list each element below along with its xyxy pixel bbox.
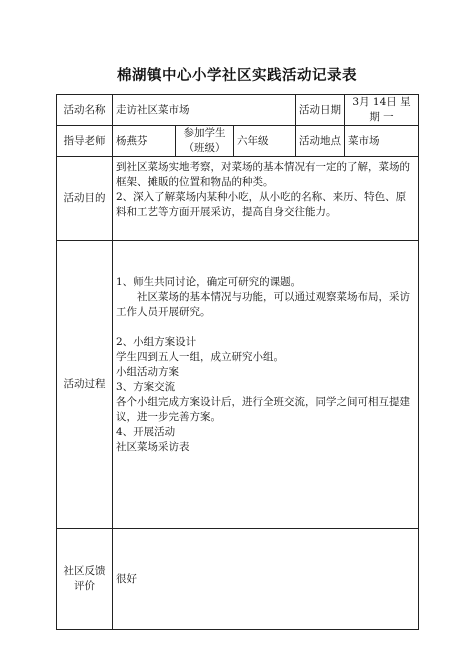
activity-date-label: 活动日期 — [296, 95, 345, 126]
process-step-1-detail: 社区菜场的基本情况与功能，可以通过观察菜场布局，采访工作人员开展研究。 — [116, 291, 410, 318]
students-label-line2: （班级） — [183, 142, 226, 154]
process-step-4-detail: 社区菜场采访表 — [116, 441, 190, 453]
process-content — [113, 241, 419, 529]
process-step-4: 4、开展活动 — [116, 426, 176, 438]
place-label: 活动地点 — [296, 126, 345, 157]
process-step-2: 2、小组方案设计 — [116, 336, 197, 348]
process-label: 活动过程 — [57, 241, 113, 529]
activity-date-value: 3月 14日 星期 一 — [345, 95, 419, 126]
feedback-label-line2: 评价 — [74, 580, 95, 592]
row-feedback — [57, 529, 419, 630]
record-table — [56, 94, 419, 630]
teacher-label: 指导老师 — [57, 126, 113, 157]
row-goals — [57, 157, 419, 241]
place-value: 菜市场 — [345, 126, 419, 157]
students-value: 六年级 — [234, 126, 296, 157]
goal-line: 2、深入了解菜场内某种小吃，从小吃的名称、来历、特色、原料和工艺等方面开展采访，提高自身交往能力。 — [116, 191, 407, 218]
students-label-line1: 参加学生 — [183, 127, 226, 139]
process-step-1: 1、师生共同讨论，确定可研究的课题。 — [116, 276, 302, 288]
students-label — [176, 126, 234, 157]
process-step-3: 3、方案交流 — [116, 381, 176, 393]
activity-name-label: 活动名称 — [57, 95, 113, 126]
goal-line: 到社区菜场实地考察，对菜场的基本情况有一定的了解，菜场的框架、摊販的位置和物品的种类。 — [116, 161, 410, 188]
row-process — [57, 241, 419, 529]
process-step-3-detail: 各个小组完成方案设计后，进行全班交流，同学之间可相互提建议，进一步完善方案。 — [116, 396, 410, 423]
row-teacher — [57, 126, 419, 157]
row-activity-name — [57, 95, 419, 126]
process-step-2-detail: 学生四到五人一组，成立研究小组。 — [116, 351, 284, 363]
feedback-label — [57, 529, 113, 630]
teacher-value: 杨燕芬 — [113, 126, 176, 157]
page-title: 棉湖镇中心小学社区实践活动记录表 — [117, 67, 357, 84]
feedback-value: 很好 — [113, 529, 419, 630]
activity-name-value: 走访社区菜市场 — [113, 95, 296, 126]
feedback-label-line1: 社区反馈 — [63, 565, 106, 577]
process-step-2-plan: 小组活动方案 — [116, 366, 179, 378]
goals-content — [113, 157, 419, 241]
goals-label: 活动目的 — [57, 157, 113, 241]
